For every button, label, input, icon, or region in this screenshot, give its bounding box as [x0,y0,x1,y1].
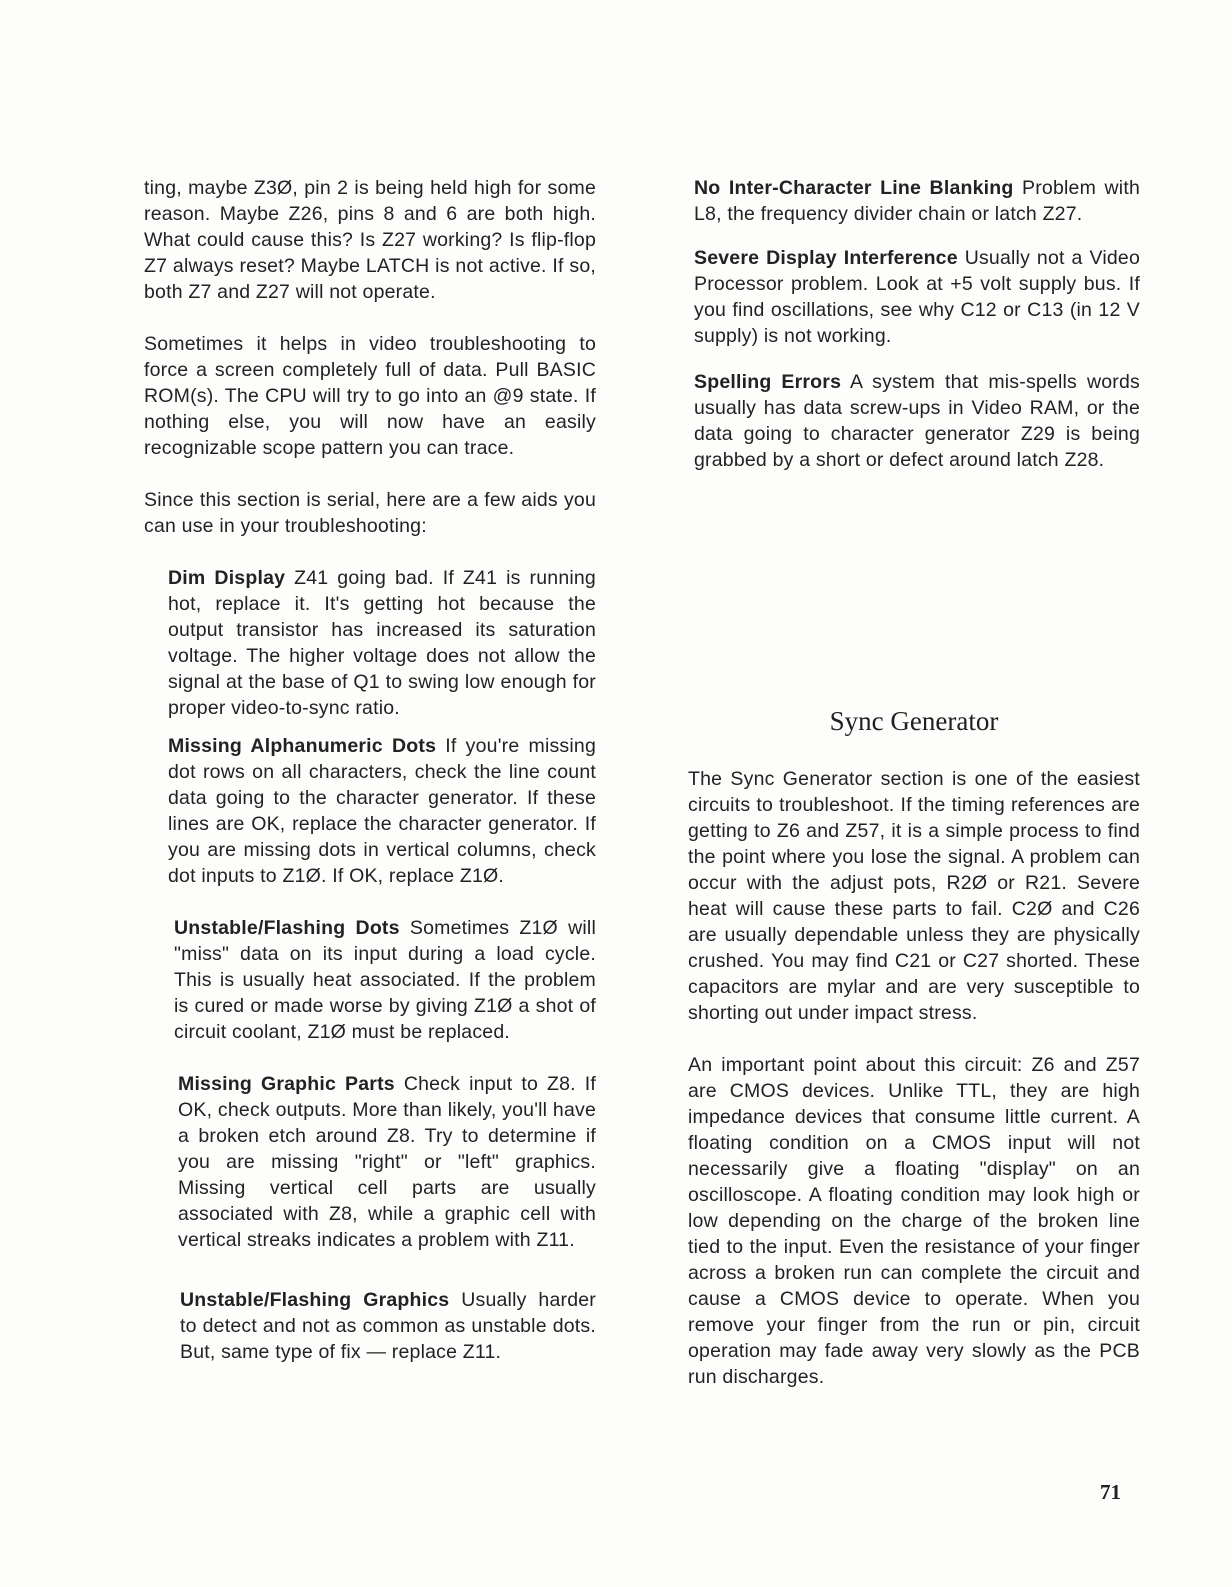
aid-missing-graphic-parts [144,1071,596,1253]
aid-text: A system that mis-spells words usually has data screw-ups in Video RAM, or the data going to character generator Z29 is being grabbed by a short or defect around latch Z28. [694,371,1140,471]
aid-text: Usually harder to detect and not as common as unstable dots. But, same type of fix — replace Z11. [180,1289,596,1363]
body-paragraph: ting, maybe Z3Ø, pin 2 is being held high for some reason. Maybe Z26, pins 8 and 6 are both high. What could cause this? Is Z27 working? Is flip-flop Z7 always reset? Maybe LATCH is not active. If so, both Z7 and Z27 will not operate. [144,177,596,303]
aid-text: Sometimes Z1Ø will "miss" data on its input during a load cycle. This is usually heat associated. If the problem is cured or made worse by giving Z1Ø a shot of circuit coolant, Z1Ø must be replaced. [174,917,596,1043]
aid-missing-alphanumeric-dots [144,733,596,889]
aid-unstable-flashing-dots [144,915,596,1045]
body-paragraph: Since this section is serial, here are a few aids you can use in your troubleshooting: [144,489,596,537]
aid-text: If you're missing dot rows on all characters, check the line count data going to the character generator. If these lines are OK, replace the character generator. If you are missing dots in vertical columns, check dot inputs to Z1Ø. If OK, replace Z1Ø. [168,735,597,887]
aid-term: Dim Display [168,567,286,589]
left-column [144,175,596,1365]
aid-term: Missing Graphic Parts [178,1073,395,1095]
right-column [688,175,1140,473]
aid-term: Unstable/Flashing Graphics [180,1289,450,1311]
aid-spelling-errors [688,369,1140,473]
aid-severe-display-interference [688,245,1140,349]
aid-term: Severe Display Interference [694,247,958,269]
aid-term: Missing Alphanumeric Dots [168,735,437,757]
section-heading: Sync Generator [829,706,999,736]
body-paragraph: Sometimes it helps in video troubleshooting to force a screen completely full of data. Pull BASIC ROM(s). The CPU will try to go into an @9 state. If nothing else, you will now have an easily recognizable scope pattern you can trace. [144,333,596,459]
aid-term: Unstable/Flashing Dots [174,917,400,939]
sync-generator-section [688,766,1140,1390]
aid-term: No Inter-Character Line Blanking [694,177,1014,199]
aid-text: Problem with L8, the frequency divider chain or latch Z27. [694,177,1140,225]
aid-text: Check input to Z8. If OK, check outputs. More than likely, you'll have a broken etch around Z8. Try to determine if you are missing "right" or "left" graphics. Missing vertical cell parts are usually associated with Z8, while a graphic cell with vertical streaks indicates a problem with Z11. [178,1073,597,1251]
aid-no-inter-character-line-blanking [688,175,1140,227]
page-number: 71 [1100,1480,1121,1504]
body-paragraph: The Sync Generator section is one of the easiest circuits to troubleshoot. If the timing references are getting to Z6 and Z57, it is a simple process to find the point where you lose the signal. A problem can occur with the adjust pots, R2Ø or R21. Severe heat will cause these parts to fail. C2Ø and C26 are usually dependable unless they are physically crushed. You may find C21 or C27 shorted. These capacitors are mylar and are very susceptible to shorting out under impact stress. [688,768,1140,1024]
aid-term: Spelling Errors [694,371,842,393]
aid-text: Usually not a Video Processor problem. Look at +5 volt supply bus. If you find oscillations, see why C12 or C13 (in 12 V supply) is not working. [694,247,1140,347]
aid-unstable-flashing-graphics [144,1287,596,1365]
aid-text: Z41 going bad. If Z41 is running hot, replace it. It's getting hot because the output transistor has increased its saturation voltage. The higher voltage does not allow the signal at the base of Q1 to swing low enough for proper video-to-sync ratio. [168,567,596,719]
aid-dim-display [144,565,596,721]
body-paragraph: An important point about this circuit: Z6 and Z57 are CMOS devices. Unlike TTL, they are high impedance devices that consume little current. A floating condition on a CMOS input will not necessarily give a floating "display" on an oscilloscope. A floating condition may look high or low depending on the charge of the broken line tied to the input. Even the resistance of your finger across a broken run can complete the circuit and cause a CMOS device to operate. When you remove your finger from the run or pin, circuit operation may fade away very slowly as the PCB run discharges. [688,1054,1140,1388]
